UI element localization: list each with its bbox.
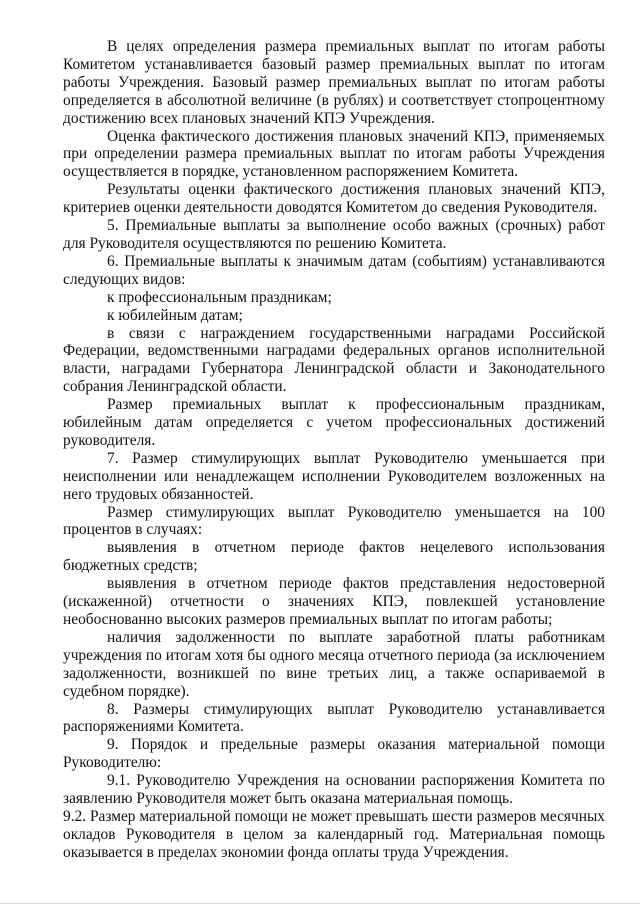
paragraph-kpi-assessment: Оценка фактического достижения плановых значений КПЭ, применяемых при определении размера премиальных выплат по итогам работы Учреждения осуществляется в порядке, установленном распоряжением Комитета. [63, 127, 605, 181]
paragraph-item-8: 8. Размеры стимулирующих выплат Руководителю устанавливается распоряжениями Комитета. [63, 700, 605, 736]
list-item-anniversaries: к юбилейным датам; [107, 306, 243, 324]
paragraph-reduction-100: Размер стимулирующих выплат Руководителю уменьшается на 100 процентов в случаях: [63, 503, 605, 539]
paragraph-item-6: 6. Премиальные выплаты к значимым датам (событиям) устанавливаются следующих видов: [63, 252, 605, 288]
list-item-state-awards: в связи с награждением государственными наградами Российской Федерации, ведомственными наградами федеральных органов исполнительной власти, наградами Губернатора Ленинградской области и Законодательного собрания Ленинградской области. [63, 324, 605, 396]
paragraph-item-5: 5. Премиальные выплаты за выполнение особо важных (срочных) работ для Руководителя осуществляются по решению Комитета. [63, 217, 605, 252]
paragraph-item-9-1: 9.1. Руководителю Учреждения на основании распоряжения Комитета по заявлению Руководителя может быть оказана материальная помощь. [63, 772, 605, 808]
paragraph-holiday-bonus-size: Размер премиальных выплат к профессиональным праздникам, юбилейным датам определяется с учетом профессиональных достижений руководителя. [63, 396, 605, 449]
document-page [63, 38, 605, 862]
paragraph-item-9-2: 9.2. Размер материальной помощи не может превышать шести размеров месячных окладов Руководителя в целом за календарный год. Материальная помощь оказывается в пределах экономии фонда оплаты труда Учреждения. [63, 807, 605, 861]
list-item-false-reporting: выявления в отчетном периоде фактов представления недостоверной (искаженной) отчетности о значениях КПЭ, повлекшей установление необоснованно высоких размеров премиальных выплат по итогам работы; [63, 575, 605, 628]
paragraph-item-7: 7. Размер стимулирующих выплат Руководителю уменьшается при неисполнении или ненадлежащем исполнении Руководителем возложенных на него трудовых обязанностей. [63, 449, 605, 503]
paragraph-base-bonus: В целях определения размера премиальных выплат по итогам работы Комитетом устанавливается базовый размер премиальных выплат по итогам работы Учреждения. Базовый размер премиальных выплат по итогам работы определяется в абсолютной величине (в рублях) и соответствует стопроцентному достижению всех плановых значений КПЭ Учреждения. [63, 38, 605, 127]
list-item-misuse-of-funds: выявления в отчетном периоде фактов нецелевого использования бюджетных средств; [63, 539, 605, 575]
list-item-professional-holidays: к профессиональным праздникам; [107, 288, 332, 306]
page-edge [0, 903, 640, 904]
paragraph-assessment-results: Результаты оценки фактического достижения плановых значений КПЭ, критериев оценки деятельности доводятся Комитетом до сведения Руководителя. [63, 181, 605, 217]
list-item-wage-arrears: наличия задолженности по выплате заработной платы работникам учреждения по итогам хотя бы одного месяца отчетного периода (за исключением задолженности, возникшей по вине третьих лиц, а также оспариваемой в судебном порядке). [63, 628, 605, 700]
paragraph-item-9: 9. Порядок и предельные размеры оказания материальной помощи Руководителю: [63, 736, 605, 772]
